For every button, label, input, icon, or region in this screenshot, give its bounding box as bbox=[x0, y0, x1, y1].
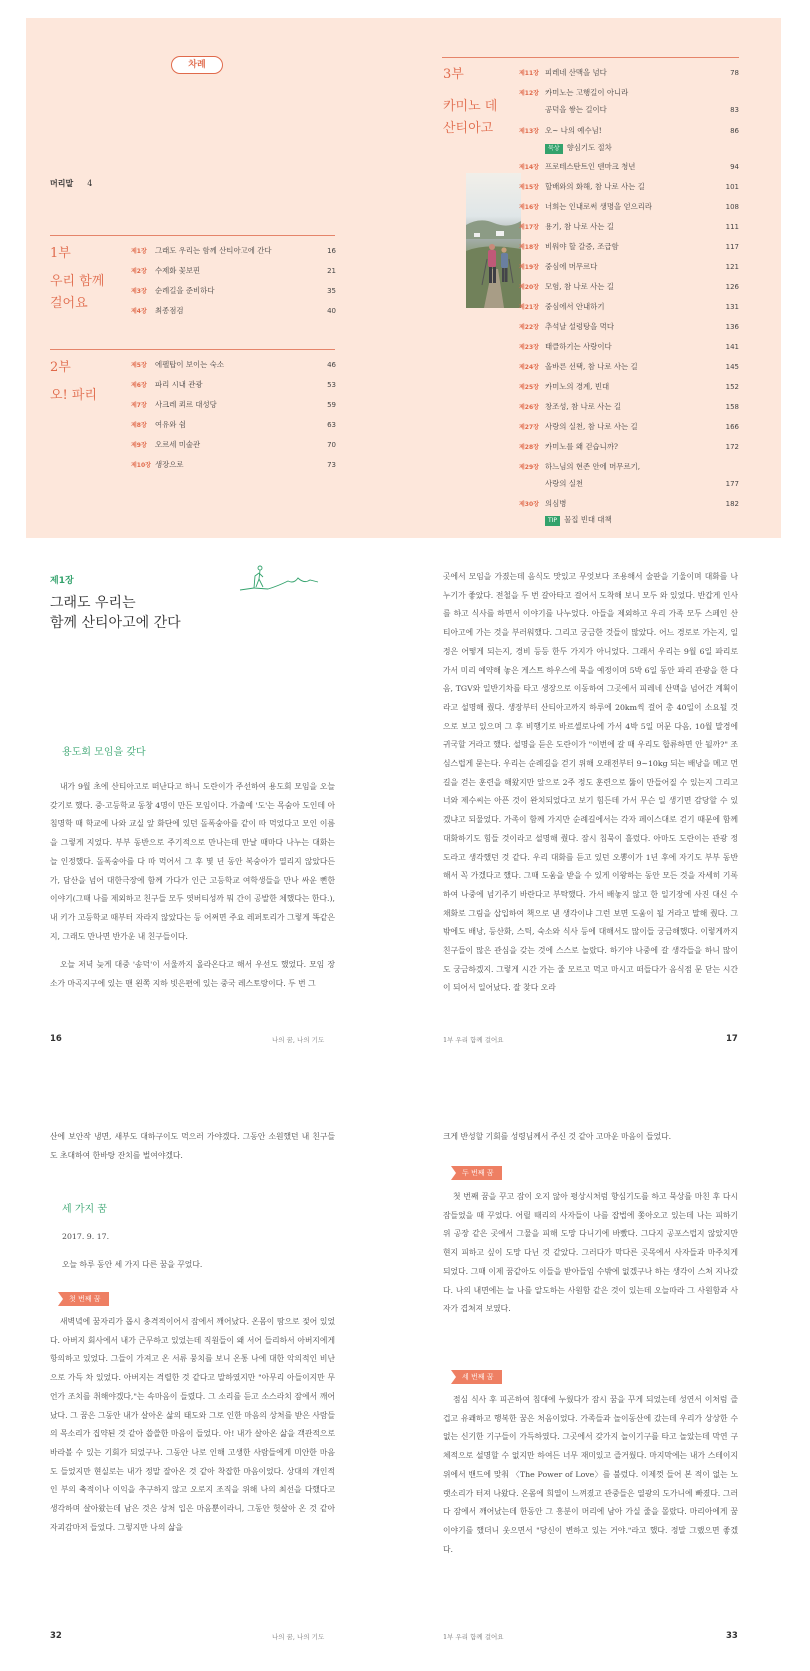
page33-lead bbox=[443, 1128, 738, 1147]
toc-chapter-row[interactable] bbox=[131, 241, 336, 261]
chapter-number: 제3장 bbox=[131, 288, 147, 295]
chapter-number: 제22장 bbox=[519, 324, 539, 331]
tag-label: 세 번째 꿈 bbox=[451, 1370, 502, 1384]
chapter-title: 프로테스탄트인 덴마크 청년 bbox=[545, 162, 636, 171]
toc-chapter-row-cont[interactable] bbox=[519, 100, 739, 120]
running-header: 1부 우리 함께 걸어요 bbox=[443, 1036, 504, 1044]
chapter-number: 제18장 bbox=[519, 244, 539, 251]
toc-chapter-row[interactable] bbox=[519, 317, 739, 337]
chapter-title: 사랑의 실천, 참 나로 사는 길 bbox=[545, 422, 638, 431]
toc-chapter-row[interactable] bbox=[519, 177, 739, 197]
chapter-title bbox=[50, 593, 335, 633]
tip-badge: TIP bbox=[545, 516, 560, 526]
chapter-number: 제30장 bbox=[519, 501, 539, 508]
chapter-page: 53 bbox=[327, 381, 336, 389]
section-heading: 세 가지 꿈 bbox=[62, 1204, 107, 1215]
toc-chapter-row[interactable] bbox=[131, 455, 336, 475]
chapter-page: 145 bbox=[725, 363, 739, 371]
chapter-number-label: 제1장 bbox=[50, 576, 74, 586]
chapter-number: 제13장 bbox=[519, 128, 539, 135]
chapter-title: 최종점검 bbox=[155, 306, 184, 315]
chapter-number: 제21장 bbox=[519, 304, 539, 311]
preface-page: 4 bbox=[87, 179, 93, 188]
part1-subtitle-1: 우리 함께 bbox=[50, 274, 105, 289]
part3-rule bbox=[442, 57, 739, 58]
page-number: 16 bbox=[50, 1034, 62, 1044]
chapter-number: 제6장 bbox=[131, 382, 147, 389]
chapter-number: 제11장 bbox=[519, 70, 539, 77]
chapter-page: 121 bbox=[725, 263, 739, 271]
chapter-title: 피레네 산맥을 넘다 bbox=[545, 68, 607, 77]
chapter-page: 78 bbox=[730, 69, 739, 77]
chapter-title-line2: 공덕을 쌓는 길이다 bbox=[545, 105, 607, 114]
chapter-page: 35 bbox=[327, 287, 336, 295]
chapter-page: 172 bbox=[725, 443, 739, 451]
chapter-title: 카미노를 왜 걷습니까? bbox=[545, 442, 618, 451]
chapter-title: 너희는 인내로써 생명을 얻으리라 bbox=[545, 202, 653, 211]
toc-chapter-row[interactable] bbox=[519, 157, 739, 177]
chapter-page: 63 bbox=[327, 421, 336, 429]
chapter-title: 올바른 선택, 참 나로 사는 길 bbox=[545, 362, 638, 371]
page-number: 32 bbox=[50, 1631, 62, 1641]
chapter-title: 비워야 할 갈증, 조급함 bbox=[545, 242, 619, 251]
toc-chapter-row[interactable] bbox=[519, 437, 739, 457]
chapter-number: 제7장 bbox=[131, 402, 147, 409]
chapter-page: 141 bbox=[725, 343, 739, 351]
part2-rule bbox=[50, 349, 335, 350]
chapter-title: 추석날 설렁탕을 먹다 bbox=[545, 322, 614, 331]
chapter-title: 중심에 머무르다 bbox=[545, 262, 598, 271]
toc-chapter-row[interactable] bbox=[519, 337, 739, 357]
chapter-title: 중심에서 안내하기 bbox=[545, 302, 605, 311]
hiker-icon bbox=[238, 562, 320, 596]
page17-body bbox=[443, 568, 738, 998]
chapter-number: 제25장 bbox=[519, 384, 539, 391]
toc-chapter-row[interactable] bbox=[519, 257, 739, 277]
dream-tag bbox=[451, 1364, 502, 1384]
part1-number: 1부 bbox=[50, 246, 71, 261]
chapter-page: 111 bbox=[725, 223, 739, 231]
page32-body bbox=[50, 1313, 335, 1537]
toc-chapter-row[interactable] bbox=[131, 395, 336, 415]
chapter-number: 제28장 bbox=[519, 444, 539, 451]
chapter-number: 제8장 bbox=[131, 422, 147, 429]
chapter-number: 제26장 bbox=[519, 404, 539, 411]
chapter-page: 46 bbox=[327, 361, 336, 369]
part2-subtitle: 오! 파리 bbox=[50, 388, 98, 403]
tip-text: 물집 빈대 대책 bbox=[564, 515, 612, 524]
toc-tip-row[interactable] bbox=[519, 138, 739, 158]
dream-tag bbox=[451, 1160, 502, 1180]
page16-body bbox=[50, 778, 335, 994]
chapter-title-line2: 함께 산티아고에 간다 bbox=[50, 615, 181, 631]
page-number: 17 bbox=[726, 1034, 738, 1044]
part1-subtitle-2: 걸어요 bbox=[50, 296, 88, 311]
part3-subtitle-2: 산티아고 bbox=[443, 121, 494, 136]
chapter-page: 16 bbox=[327, 247, 336, 255]
running-header: 1부 우리 함께 걸어요 bbox=[443, 1633, 504, 1641]
chapter-title: 모험, 참 나로 사는 길 bbox=[545, 282, 614, 291]
chapter-title: 수제화 꽃보핀 bbox=[155, 266, 201, 275]
chapter-title: 에펠탑이 보이는 숙소 bbox=[155, 360, 224, 369]
chapter-number: 제23장 bbox=[519, 344, 539, 351]
toc-chapter-row[interactable] bbox=[131, 301, 336, 321]
toc-chapter-row[interactable] bbox=[519, 277, 739, 297]
chapter-title: 할배와의 화해, 참 나로 사는 길 bbox=[545, 182, 645, 191]
toc-chapter-row-cont[interactable] bbox=[519, 474, 739, 494]
diary-date: 2017. 9. 17. bbox=[62, 1232, 110, 1241]
part3-number: 3부 bbox=[443, 67, 464, 82]
chapter-number: 제24장 bbox=[519, 364, 539, 371]
chapter-number: 제20장 bbox=[519, 284, 539, 291]
chapter-number: 제2장 bbox=[131, 268, 147, 275]
chapter-page: 117 bbox=[725, 243, 739, 251]
dream-tag bbox=[58, 1286, 109, 1306]
chapter-page: 73 bbox=[327, 461, 336, 469]
chapter-page: 152 bbox=[725, 383, 739, 391]
chapter-page: 136 bbox=[725, 323, 739, 331]
chapter-page: 21 bbox=[327, 267, 336, 275]
chapter-page: 182 bbox=[725, 500, 739, 508]
toc-chapter-row[interactable] bbox=[519, 297, 739, 317]
chapter-page: 177 bbox=[725, 480, 739, 488]
tag-label: 첫 번째 꿈 bbox=[58, 1292, 109, 1306]
paragraph: 점심 식사 후 피곤하여 침대에 누웠다가 잠시 꿈을 꾸게 되었는데 성연서 이처럼 즐겁고 유쾌하고 행복한 꿈은 처음이었다. 가족들과 놀이동산에 갔는데 우리가 상상한 수 없는 신기한 기구들이 가득하였다. 그곳에서 갖가지 놀이기구를 타고 놀았는데 막연 구체적으로 설명할 수 없지만 하여든 너무 재미있고 즐거웠다. 마지막에는 내가 스테이지 위에서 밴드에 맞춰 〈The Power of Love〉를 불렀다. 이제껏 들어 본 적이 없는 노랫소리가 터져 나왔다. 온몸에 희열이 느껴졌고 관중들은 열광의 도가니에 빠졌다. 그러다 잠에서 깨어났는데 한동안 그 흥분이 머리에 남아 가실 줄을 몰랐다. 마리아에게 꿈 이야기를 했더니 웃으면서 "당신이 변하고 있는 거야."라고 했다. 정말 그랬으면 좋겠다. bbox=[443, 1395, 738, 1554]
chapter-page: 86 bbox=[730, 127, 739, 135]
chapter-number: 제4장 bbox=[131, 308, 147, 315]
toc-chapter-row[interactable] bbox=[519, 237, 739, 257]
page33-body-1 bbox=[443, 1188, 738, 1319]
chapter-number: 제12장 bbox=[519, 90, 539, 97]
chapter-title: 여유와 쉼 bbox=[155, 420, 186, 429]
part2-heading bbox=[50, 357, 130, 407]
paragraph: 오늘 저녁 늦게 대중 '송덕'이 서울까지 올라온다고 해서 우선도 했었다. 모임 장소가 마곡지구에 있는 맨 왼쪽 지하 빗은편에 있는 중국 레스토랑이다. 두 번 그 bbox=[50, 960, 335, 989]
chapter-title: 하느님의 현존 안에 머무르기, bbox=[545, 462, 641, 471]
page32-lead bbox=[50, 1128, 335, 1165]
paragraph: 첫 번째 꿈을 꾸고 잠이 오지 않아 평상시처럼 향심기도를 하고 묵상를 마친 후 다시 잠들었을 때 꾸었다. 어릴 때리의 사자들이 나를 잡법에 쫓아오고 있는데 나는 피하기 위 공장 같은 곳에서 그물을 피해 도망 다니기에 바빴다. 그다지 공포스럽지 않았지만 현지 피하고 싶이 도망 다닌 것 같았다. 그러다가 막다른 곳목에서 사자들과 마주치게 되었다. 그때 이제 꿈같아도 이들을 받아들임 수밖에 없겠구나 하는 생각이 스쳐 지나갔다. 나의 내면에는 늘 나를 알도하는 사원함 같은 것이 있는데 오늘따라 그 사원함과 사자가 겹쳐져 보였다. bbox=[443, 1192, 738, 1314]
chapter-title-line1: 그래도 우리는 bbox=[50, 595, 136, 611]
chapter-page: 108 bbox=[725, 203, 739, 211]
paragraph: 곳에서 모임을 가졌는데 음식도 맛있고 무엇보다 조용해서 술판을 기울이며 대화를 나누기가 좋았다. 전철을 두 번 갈아타고 걸어서 도착해 보니 모두 와 있었다. 반갑게 인사를 하고 식사를 하면서 이야기를 나누었다. 아들을 제외하고 우리 가족 모두 스페인 산티아고에 가는 것을 부러워했다. 그리고 궁금한 것들이 많았다. 어느 경로로 가는지, 일정은 어떻게 되는지, 경비 등등 한두 가지가 아니었다. 그래서 우리는 9월 6일 파리로 가서 미리 예약해 놓은 게스트 하우스에 묵을 예정이며 5박 6일 동안 파리 관광을 한 다음, TGV와 일반기차를 타고 생장으로 이동하여 그곳에서 피레네 산맥을 넘어간 계획이라고 설명해 줬다. 생장부터 산티아고까지 하루에 20km씩 걸어 총 40일이 소요될 것으로 보고 있으며 그 후 비행기로 바르셀로나에 가서 4박 5일 머문 다음, 10월 말경에 귀국할 거라고 했다. 설명을 듣은 도란이가 "이번에 갈 때 우리도 합류하면 안 될까?" 조심스럽게 묻는다. 우리는 순례길을 걷기 위해 오래전부터 9~10kg 되는 배낭을 메고 먼 길을 걷는 훈련을 해왔지만 앞으로 2주 정도 훈련으로 뚫이 만들어질 수 있는지 그리고 너와 제수씨는 아픈 것이 완치되었다고 보기 힘든데 가서 무슨 일 생기면 감당할 수 있겠냐고 되물었다. 가족이 함께 가지만 순례길에서는 각자 페이스대로 걷기 때문에 함께 대화하기도 힘들 것이라고 설명해 줬다. 잠시 침묵이 흘렀다. 아마도 도란이는 관광 정도라고 생각했던 것 같다. 우리 대화를 듣고 있던 오뽕이가 1년 후에 자기도 부부 동반해서 꼭 가겠다고 했다. 그때 도움을 받을 수 있게 이왕하는 동안 모든 것을 자세히 기록하여 나중에 넘기주기 바란다고 부탁했다. 가서 배놓지 않고 한 일기장에 사진 대신 수채화로 그림을 삽입하여 책으로 낸 생각이냐 그런 보면 도움이 될 거라고 말해 줬다. 그 밖에도 배낭, 등산화, 스틱, 숙소와 식사 등에 대해서도 많이들 궁금해했다. 이렇게까지 친구들이 많은 관심을 갖는 것에 스스로 놀랐다. 하기야 나중에 갈 생각들을 하니 많이도 궁금하겠지. 그렇게 시간 가는 줄 모르고 먹고 마시고 떠들다가 음식점 문 닫는 시간이 되어서 일어났다. 잘 찾다 오라 bbox=[443, 572, 738, 993]
chapter-title: 순례길을 준비하다 bbox=[155, 286, 215, 295]
toc-chapter-row[interactable] bbox=[131, 415, 336, 435]
chapter-page: 101 bbox=[725, 183, 739, 191]
chapter-page: 59 bbox=[327, 401, 336, 409]
part1-rule bbox=[50, 235, 335, 236]
chapter-title: 창조성, 참 나로 사는 길 bbox=[545, 402, 622, 411]
toc-chapter-row[interactable] bbox=[519, 217, 739, 237]
chapter-page: 40 bbox=[327, 307, 336, 315]
pilgrims-photo bbox=[466, 173, 521, 308]
chapter-number: 제10장 bbox=[131, 462, 151, 469]
paragraph: 크게 반성할 기회를 성령님께서 주신 것 같아 고마운 마음이 들었다. bbox=[443, 1132, 672, 1141]
chapter-title: 오르세 미술관 bbox=[155, 440, 201, 449]
tip-text: 향심기도 절차 bbox=[566, 143, 612, 152]
chapter-number: 제19장 bbox=[519, 264, 539, 271]
chapter-number: 제9장 bbox=[131, 442, 147, 449]
chapter-title: 카미노의 경계, 빈대 bbox=[545, 382, 610, 391]
page-number: 33 bbox=[726, 1631, 738, 1641]
paragraph: 새벽녘에 꿈자리가 몹시 충격적이어서 잠에서 깨어났다. 온몸이 땀으로 젖어 있었다. 아버지 회사에서 내가 근무하고 있었는데 직원들이 왜 서어 들리하서 아버지에게 항의하고 있었다. 그들이 가져고 온 서류 뭉치를 보니 온통 나에 대한 악의적인 비난으로 가득 차 있었다. 아버지는 격렬한 것 같다고 말하였지만 "아무리 아들이지만 무언가 조치를 취해야겠다,"는 속마음이 들렸다. 그 소리를 듣고 소스라치 잠에서 깨어났다. 그 꿈은 그동안 내가 살아온 삶의 태도와 그로 인한 마음의 상처를 받은 사람들의 목소리가 집약된 것 같아 씁쓸한 마음이 들었다. 아! 내가 살아온 삶을 객관적으로 바라볼 수 있는 기회가 되었구나. 그동안 나로 인해 고생한 사람들에게 미안한 마음도 들었지만 현실로는 내가 정말 잘아온 것 같아 착잡한 마음이었다. 상대의 개인적인 부의 축적이나 이익을 추구하지 않고 오로지 조직을 위해 나의 최선을 다했다고 생각하며 살아왔는데 남은 것은 상처 입은 마음뿐이라니, 그동안 헛살아 온 것 같아 자괴감마저 들었다. 그렇지만 나의 삶을 bbox=[50, 1317, 335, 1532]
running-header: 나의 꿈, 나의 기도 bbox=[272, 1633, 325, 1641]
toc-chapter-row[interactable] bbox=[519, 417, 739, 437]
chapter-title: 사크레 쾨르 대성당 bbox=[155, 400, 217, 409]
part2-number: 2부 bbox=[50, 360, 71, 375]
part3-subtitle-1: 카미노 데 bbox=[443, 99, 498, 114]
chapter-title: 그래도 우리는 함께 산티아고에 간다 bbox=[155, 246, 272, 255]
chapter-page: 158 bbox=[725, 403, 739, 411]
chapter-number: 제16장 bbox=[519, 204, 539, 211]
chapter-title: 파리 시내 관광 bbox=[155, 380, 203, 389]
chapter-page: 83 bbox=[730, 106, 739, 114]
chapter-number: 제15장 bbox=[519, 184, 539, 191]
chapter-title: 카미노는 고행길이 아니라 bbox=[545, 88, 629, 97]
part3-heading bbox=[443, 64, 513, 140]
toc-chapter-row[interactable] bbox=[131, 281, 336, 301]
running-header: 나의 꿈, 나의 기도 bbox=[272, 1036, 325, 1044]
pilgrims-photo-illustration bbox=[466, 173, 521, 308]
chapter-title: 용기, 참 나로 사는 길 bbox=[545, 222, 614, 231]
toc-chapter-row[interactable] bbox=[131, 435, 336, 455]
toc-chapter-row[interactable] bbox=[519, 63, 739, 83]
chapter-page: 70 bbox=[327, 441, 336, 449]
toc-chapter-row[interactable] bbox=[131, 375, 336, 395]
section-heading: 용도회 모임을 갖다 bbox=[62, 747, 146, 758]
tip-badge: 묵상 bbox=[545, 144, 563, 154]
toc-chapter-row[interactable] bbox=[519, 197, 739, 217]
chapter-title: 의심병 bbox=[545, 499, 567, 508]
chapter-title: 오~ 나의 예수님! bbox=[545, 126, 602, 135]
chapter-title: 태클하기는 사랑이다 bbox=[545, 342, 612, 351]
toc-chapter-row[interactable] bbox=[519, 377, 739, 397]
chapter-page: 166 bbox=[725, 423, 739, 431]
chapter-number: 제1장 bbox=[131, 248, 147, 255]
chapter-page: 94 bbox=[730, 163, 739, 171]
part1-heading bbox=[50, 243, 130, 315]
paragraph: 산에 보안작 냉면, 새부도 대하구이도 먹으러 가야겠다. 그동안 소원했던 내 친구들도 초대하여 한바탕 잔치를 벌여야겠다. bbox=[50, 1132, 335, 1160]
chapter-number: 제5장 bbox=[131, 362, 147, 369]
chapter-title-line2: 사랑의 실천 bbox=[545, 479, 584, 488]
preface-title: 머리말 bbox=[50, 179, 74, 188]
chapter-title: 생장으로 bbox=[155, 460, 184, 469]
chapter-number: 제27장 bbox=[519, 424, 539, 431]
chapter-number: 제17장 bbox=[519, 224, 539, 231]
toc-tip-row[interactable] bbox=[519, 510, 739, 530]
tag-label: 두 번째 꿈 bbox=[451, 1166, 502, 1180]
toc-chapter-row[interactable] bbox=[519, 357, 739, 377]
chapter-page: 131 bbox=[725, 303, 739, 311]
diary-line: 오늘 하루 동안 세 가지 다른 꿈을 꾸었다. bbox=[62, 1260, 203, 1269]
chapter-number: 제14장 bbox=[519, 164, 539, 171]
toc-preface bbox=[50, 178, 92, 189]
page33-body-2 bbox=[443, 1391, 738, 1559]
toc-chapter-row[interactable] bbox=[131, 355, 336, 375]
chapter-page: 126 bbox=[725, 283, 739, 291]
toc-chapter-row[interactable] bbox=[519, 397, 739, 417]
paragraph: 내가 9월 초에 산티아고로 떠난다고 하니 도란이가 주선하여 용도회 모임을 오늘 갖기로 했다. 중·고등학교 동창 4명이 만든 모임이다. 가출예 '도'는 목숨아 도인데 아침명학 때 학교에 나와 교실 앞 화단에 있던 돌폭숭아를 같이 따 먹었다고 모인 이름을 그렇게 지었다. 부부 동반으로 주기적으로 만나는데 만날 때마다 나누는 대화는 늘 인정했다. 돌폭숭아를 다 따 먹어서 그 후 몇 년 동안 복숭아가 열리지 않았다든가, 담산을 넘어 대한극장에 함께 가다가 인근 고등학교 여학생들을 만나 싸운 뻔한 이야기(그때 나를 제외하고 친구들 모두 엿버티성까 뭐 간이 공발한 체했다는 한다.), 내 키가 고등학교 때부터 자라지 않았다는 등 어쩌면 주요 레퍼토리가 그렇게 똑같은지, 그래도 만나면 반가운 내 친구들이다. bbox=[50, 782, 335, 941]
toc-chapter-row[interactable] bbox=[131, 261, 336, 281]
chapter-number: 제29장 bbox=[519, 464, 539, 471]
toc-label: 차례 bbox=[171, 56, 223, 74]
